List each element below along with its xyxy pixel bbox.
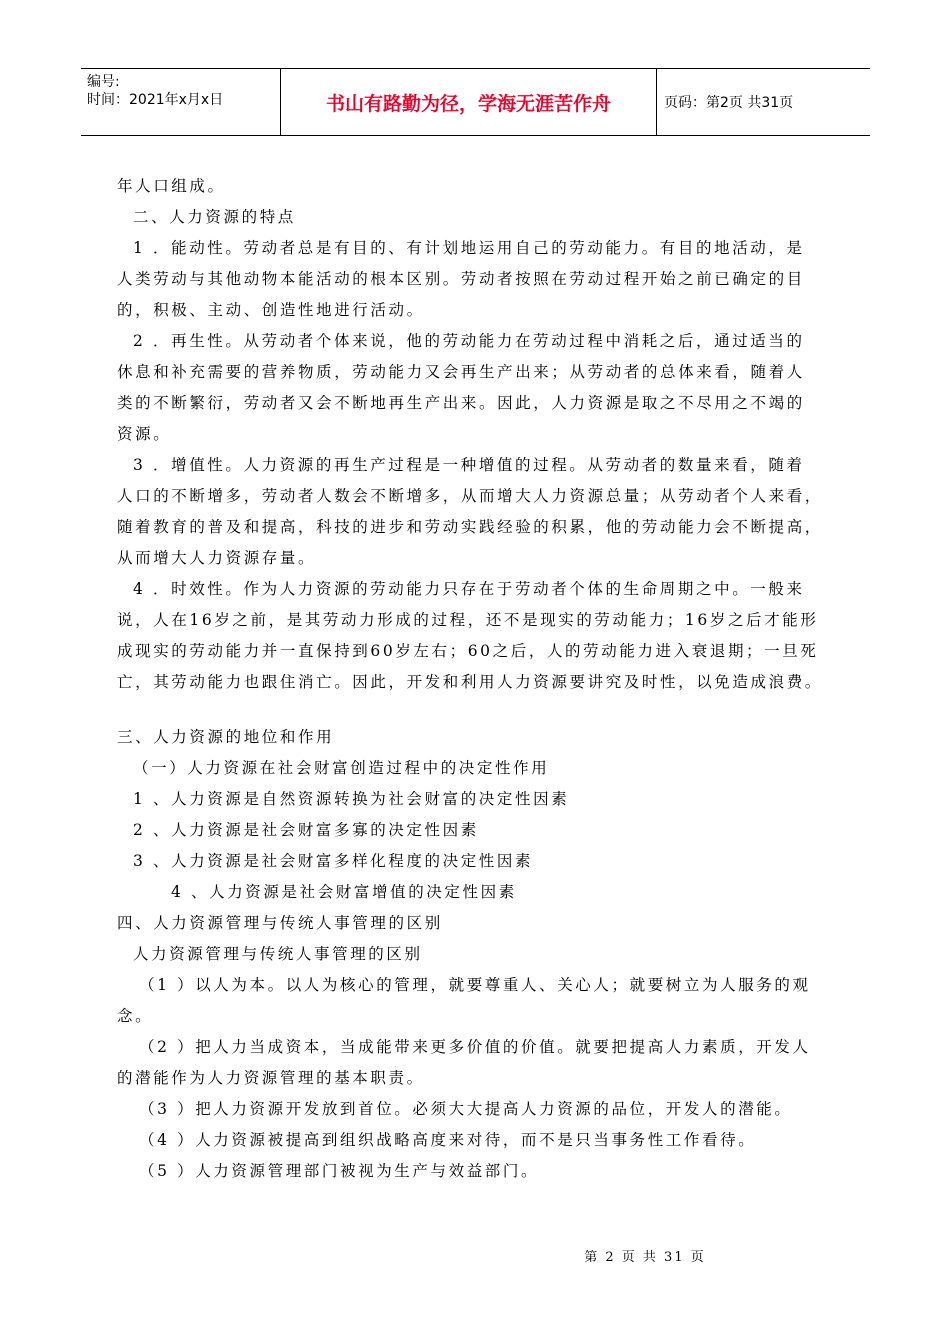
body-line: 休息和补充需要的营养物质，劳动能力又会再生产出来；从劳动者的总体来看，随着人 xyxy=(117,363,805,381)
document-body xyxy=(117,171,847,1187)
body-line: 资源。 xyxy=(117,425,172,443)
body-line: 的，积极、主动、创造性地进行活动。 xyxy=(117,301,425,319)
body-line: 成现实的劳动能力并一直保持到60岁左右；60之后，人的劳动能力进入衰退期；一旦死 xyxy=(117,642,819,660)
body-line: 3 ．增值性。人力资源的再生产过程是一种增值的过程。从劳动者的数量来看，随着 xyxy=(133,456,805,474)
body-line: 从而增大人力资源存量。 xyxy=(117,549,317,567)
page-header xyxy=(81,68,870,136)
body-line: 年人口组成。 xyxy=(117,177,226,195)
header-page-info: 页码：第2页 共31页 xyxy=(664,95,794,111)
header-page-cell xyxy=(657,69,870,135)
section-heading-2: 二、人力资源的特点 xyxy=(133,208,296,226)
body-line: 随着教育的普及和提高，科技的进步和劳动实践经验的积累，他的劳动能力会不断提高， xyxy=(117,518,823,536)
body-line: 4 ．时效性。作为人力资源的劳动能力只存在于劳动者个体的生命周期之中。一般来 xyxy=(133,580,805,598)
subsection-heading: （一）人力资源在社会财富创造过程中的决定性作用 xyxy=(133,759,550,777)
header-motto-cell xyxy=(281,69,657,135)
body-line: 说，人在16岁之前，是其劳动力形成的过程，还不是现实的劳动能力；16岁之后才能形 xyxy=(117,611,819,629)
page-footer xyxy=(0,1246,950,1265)
body-line: 1 ．能动性。劳动者总是有目的、有计划地运用自己的劳动能力。有目的地活动，是 xyxy=(133,239,805,257)
header-motto: 书山有路勤为径，学海无涯苦作舟 xyxy=(325,92,611,115)
list-item: （5 ）人力资源管理部门被视为生产与效益部门。 xyxy=(139,1162,540,1180)
body-line: 类的不断繁衍，劳动者又会不断地再生产出来。因此，人力资源是取之不尽用之不竭的 xyxy=(117,394,805,412)
body-line: 2 ．再生性。从劳动者个体来说，他的劳动能力在劳动过程中消耗之后，通过适当的 xyxy=(133,332,805,350)
document-date-label: 时间：2021年x月x日 xyxy=(87,92,224,108)
document-code-label: 编号: xyxy=(87,74,120,90)
body-line: 念。 xyxy=(117,1007,154,1025)
list-item: 2 、人力资源是社会财富多寡的决定性因素 xyxy=(133,821,479,839)
header-meta-cell xyxy=(81,69,281,135)
list-item: （3 ）把人力资源开发放到首位。必须大大提高人力资源的品位，开发人的潜能。 xyxy=(139,1100,793,1118)
body-line: 人口的不断增多，劳动者人数会不断增多，从而增大人力资源总量；从劳动者个人来看， xyxy=(117,487,823,505)
body-line: 人力资源管理与传统人事管理的区别 xyxy=(133,945,423,963)
list-item: （4 ）人力资源被提高到组织战略高度来对待，而不是只当事务性工作看待。 xyxy=(139,1131,757,1149)
paragraph-gap xyxy=(117,698,847,722)
section-heading-4: 四、人力资源管理与传统人事管理的区别 xyxy=(117,914,443,932)
list-item: 4 、人力资源是社会财富增值的决定性因素 xyxy=(171,883,517,901)
body-line: 的潜能作为人力资源管理的基本职责。 xyxy=(117,1069,425,1087)
section-heading-3: 三、人力资源的地位和作用 xyxy=(117,728,335,746)
body-line: 人类劳动与其他动物本能活动的根本区别。劳动者按照在劳动过程开始之前已确定的目 xyxy=(117,270,805,288)
list-item: 1 、人力资源是自然资源转换为社会财富的决定性因素 xyxy=(133,790,570,808)
body-line: 亡，其劳动能力也跟住消亡。因此，开发和利用人力资源要讲究及时性，以免造成浪费。 xyxy=(117,673,823,691)
list-item: 3 、人力资源是社会财富多样化程度的决定性因素 xyxy=(133,852,534,870)
footer-page-number: 第 2 页 共 31 页 xyxy=(584,1250,706,1265)
list-item: （1 ）以人为本。以人为核心的管理，就要尊重人、关心人；就要树立为人服务的观 xyxy=(139,976,811,994)
list-item: （2 ）把人力当成资本，当成能带来更多价值的价值。就要把提高人力素质，开发人 xyxy=(139,1038,811,1056)
